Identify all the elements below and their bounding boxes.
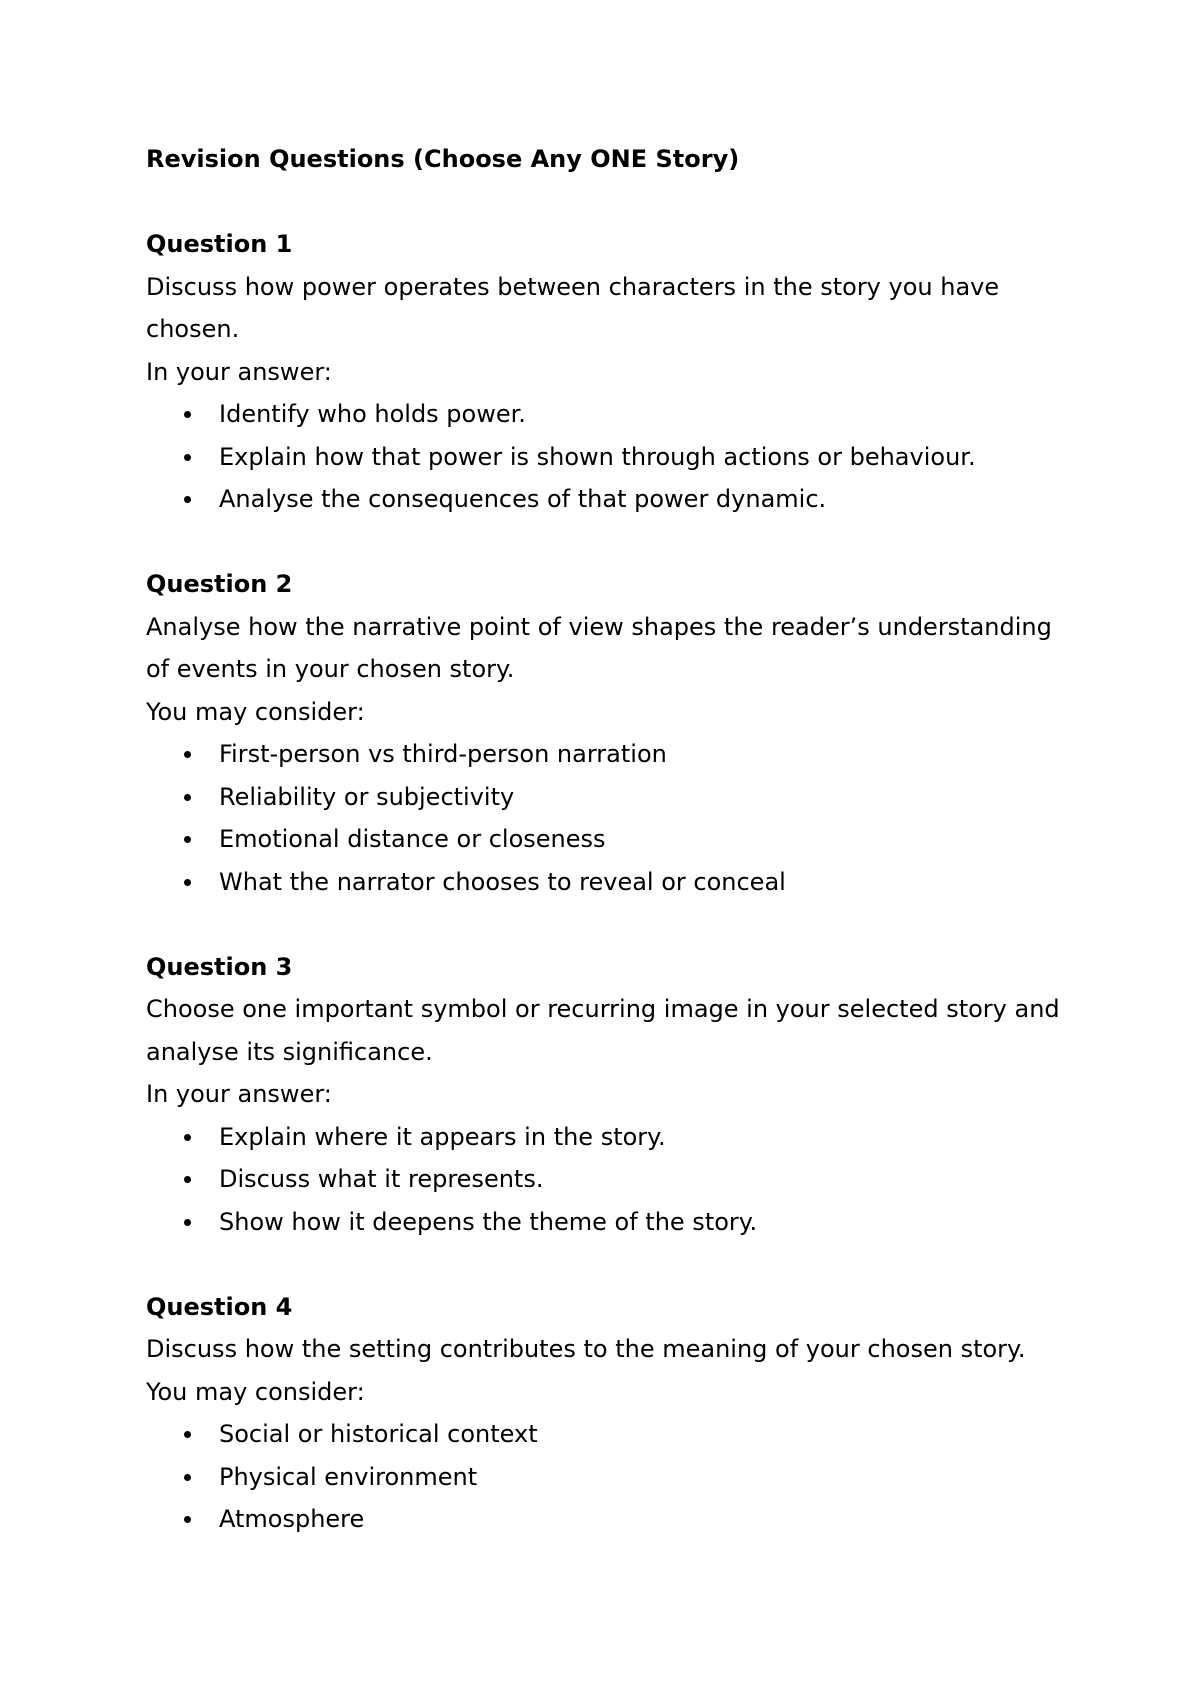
bullet-icon bbox=[184, 751, 191, 758]
question-heading: Question 3 bbox=[146, 952, 293, 981]
question-heading: Question 4 bbox=[146, 1292, 293, 1321]
list-item bbox=[146, 1116, 1066, 1159]
list-item-text: Emotional distance or closeness bbox=[219, 825, 606, 853]
question-heading: Question 2 bbox=[146, 570, 293, 598]
question-intro: In your answer: bbox=[146, 1080, 332, 1108]
list-item-text: Reliability or subjectivity bbox=[219, 782, 515, 811]
question-spacer bbox=[146, 903, 1066, 946]
list-item-text: Social or historical context bbox=[219, 1420, 538, 1448]
question-intro: You may consider: bbox=[146, 1377, 365, 1406]
bullet-list bbox=[146, 1116, 1066, 1244]
list-item bbox=[146, 818, 1066, 861]
list-item bbox=[146, 1456, 1066, 1499]
list-item bbox=[146, 393, 1066, 436]
list-item-text: Physical environment bbox=[219, 1462, 478, 1491]
question-spacer bbox=[146, 1243, 1066, 1286]
bullet-list bbox=[146, 393, 1066, 521]
list-item bbox=[146, 861, 1066, 904]
bullet-icon bbox=[184, 1176, 191, 1183]
bullet-icon bbox=[184, 496, 191, 503]
question-4 bbox=[146, 1286, 1066, 1541]
question-3 bbox=[146, 946, 1066, 1244]
bullet-icon bbox=[184, 1134, 191, 1141]
question-spacer bbox=[146, 521, 1066, 564]
question-prompt: Analyse how the narrative point of view shapes the reader’s understanding of events in your chosen story. bbox=[146, 612, 1052, 683]
list-item bbox=[146, 1201, 1066, 1244]
bullet-icon bbox=[184, 836, 191, 843]
list-item-text: Discuss what it represents. bbox=[219, 1165, 544, 1193]
list-item-text: Show how it deepens the theme of the story. bbox=[219, 1207, 758, 1236]
list-item-text: Analyse the consequences of that power dynamic. bbox=[219, 485, 827, 513]
list-item bbox=[146, 776, 1066, 819]
bullet-icon bbox=[184, 411, 191, 418]
document-content bbox=[146, 138, 1066, 1541]
question-2 bbox=[146, 563, 1066, 903]
question-prompt: Choose one important symbol or recurring image in your selected story and analyse its significance. bbox=[146, 995, 1060, 1066]
list-item bbox=[146, 1498, 1066, 1541]
bullet-icon bbox=[184, 1474, 191, 1481]
question-1 bbox=[146, 223, 1066, 521]
question-prompt: Discuss how power operates between characters in the story you have chosen. bbox=[146, 272, 1000, 343]
list-item bbox=[146, 1413, 1066, 1456]
bullet-icon bbox=[184, 794, 191, 801]
title-spacer bbox=[146, 181, 1066, 224]
list-item bbox=[146, 1158, 1066, 1201]
bullet-icon bbox=[184, 1516, 191, 1523]
list-item bbox=[146, 733, 1066, 776]
list-item bbox=[146, 436, 1066, 479]
bullet-icon bbox=[184, 1431, 191, 1438]
question-intro: You may consider: bbox=[146, 697, 365, 726]
question-heading: Question 1 bbox=[146, 230, 293, 258]
bullet-icon bbox=[184, 1219, 191, 1226]
bullet-icon bbox=[184, 454, 191, 461]
list-item-text: Explain where it appears in the story. bbox=[219, 1122, 666, 1151]
bullet-list bbox=[146, 1413, 1066, 1541]
list-item-text: What the narrator chooses to reveal or conceal bbox=[219, 867, 786, 896]
bullet-icon bbox=[184, 879, 191, 886]
bullet-list bbox=[146, 733, 1066, 903]
list-item-text: Atmosphere bbox=[219, 1505, 365, 1533]
document-title: Revision Questions (Choose Any ONE Story) bbox=[146, 145, 740, 173]
list-item-text: Explain how that power is shown through actions or behaviour. bbox=[219, 442, 976, 471]
question-prompt: Discuss how the setting contributes to the meaning of your chosen story. bbox=[146, 1335, 1026, 1363]
list-item-text: Identify who holds power. bbox=[219, 400, 526, 428]
list-item bbox=[146, 478, 1066, 521]
question-intro: In your answer: bbox=[146, 357, 332, 386]
list-item-text: First-person vs third-person narration bbox=[219, 740, 667, 768]
